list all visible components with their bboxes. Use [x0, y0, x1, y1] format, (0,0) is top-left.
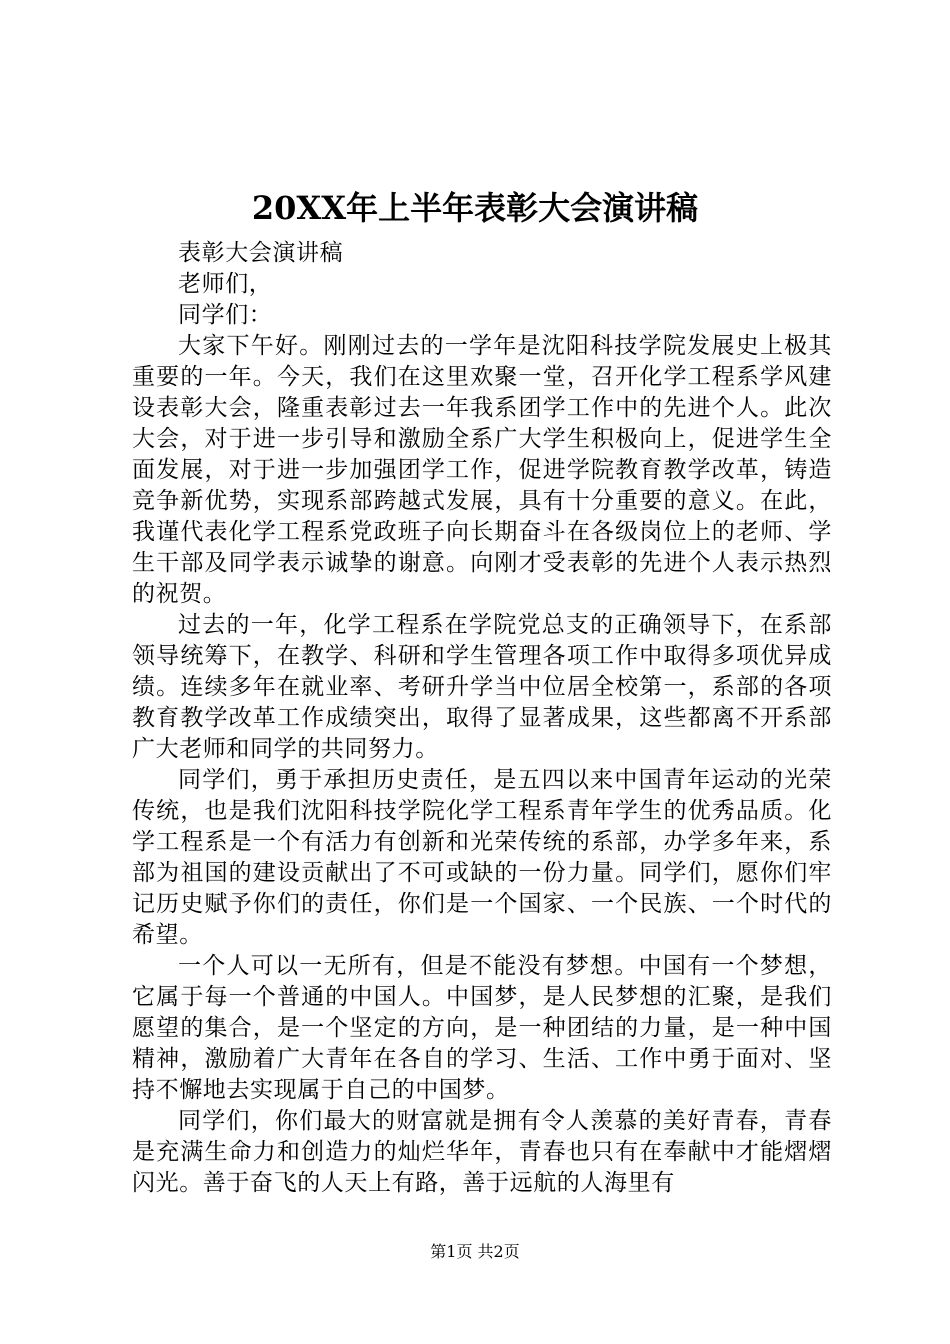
paragraph-salutation-teachers: 老师们， — [178, 271, 273, 297]
paragraph-dream: 一个人可以一无所有，但是不能没有梦想。中国有一个梦想，它属于每一个普通的中国人。中国梦，是人民梦想的汇聚，是我们愿望的集合，是一个坚定的方向，是一种团结的力量，是一种中国精神，激励着广大青年在各自的学习、生活、工作中勇于面对、坚持不懈地去实现属于自己的中国梦。 — [132, 953, 832, 1103]
paragraph-achievements: 过去的一年，化学工程系在学院党总支的正确领导下，在系部领导统筹下，在教学、科研和学生管理各项工作中取得多项优异成绩。连续多年在就业率、考研升学当中位居全校第一，系部的各项教育教学改革工作成绩突出，取得了显著成果，这些都离不开系部广大老师和同学的共同努力。 — [132, 612, 832, 762]
paragraph-salutation-students: 同学们： — [178, 302, 273, 328]
document-body — [132, 238, 832, 1199]
document-title: 20XX年上半年表彰大会演讲稿 — [251, 189, 699, 227]
paragraph-opening: 大家下午好。刚刚过去的一学年是沈阳科技学院发展史上极其重要的一年。今天，我们在这里欢聚一堂，召开化学工程系学风建设表彰大会，隆重表彰过去一年我系团学工作中的先进个人。此次大会，对于进一步引导和激励全系广大学生积极向上，促进学生全面发展，对于进一步加强团学工作，促进学院教育教学改革，铸造竞争新优势，实现系部跨越式发展，具有十分重要的意义。在此，我谨代表化学工程系党政班子向长期奋斗在各级岗位上的老师、学生干部及同学表示诚挚的谢意。向刚才受表彰的先进个人表示热烈的祝贺。 — [132, 333, 832, 607]
paragraph-subtitle: 表彰大会演讲稿 — [178, 240, 344, 266]
paragraph-responsibility: 同学们，勇于承担历史责任，是五四以来中国青年运动的光荣传统，也是我们沈阳科技学院化学工程系青年学生的优秀品质。化学工程系是一个有活力有创新和光荣传统的系部，办学多年来，系部为祖国的建设贡献出了不可或缺的一份力量。同学们，愿你们牢记历史赋予你们的责任，你们是一个国家、一个民族、一个时代的希望。 — [132, 767, 832, 948]
page-number-footer: 第1页 共2页 — [430, 1242, 520, 1261]
paragraph-youth: 同学们，你们最大的财富就是拥有令人羡慕的美好青春，青春是充满生命力和创造力的灿烂华年，青春也只有在奉献中才能熠熠闪光。善于奋飞的人天上有路，善于远航的人海里有 — [132, 1108, 832, 1196]
